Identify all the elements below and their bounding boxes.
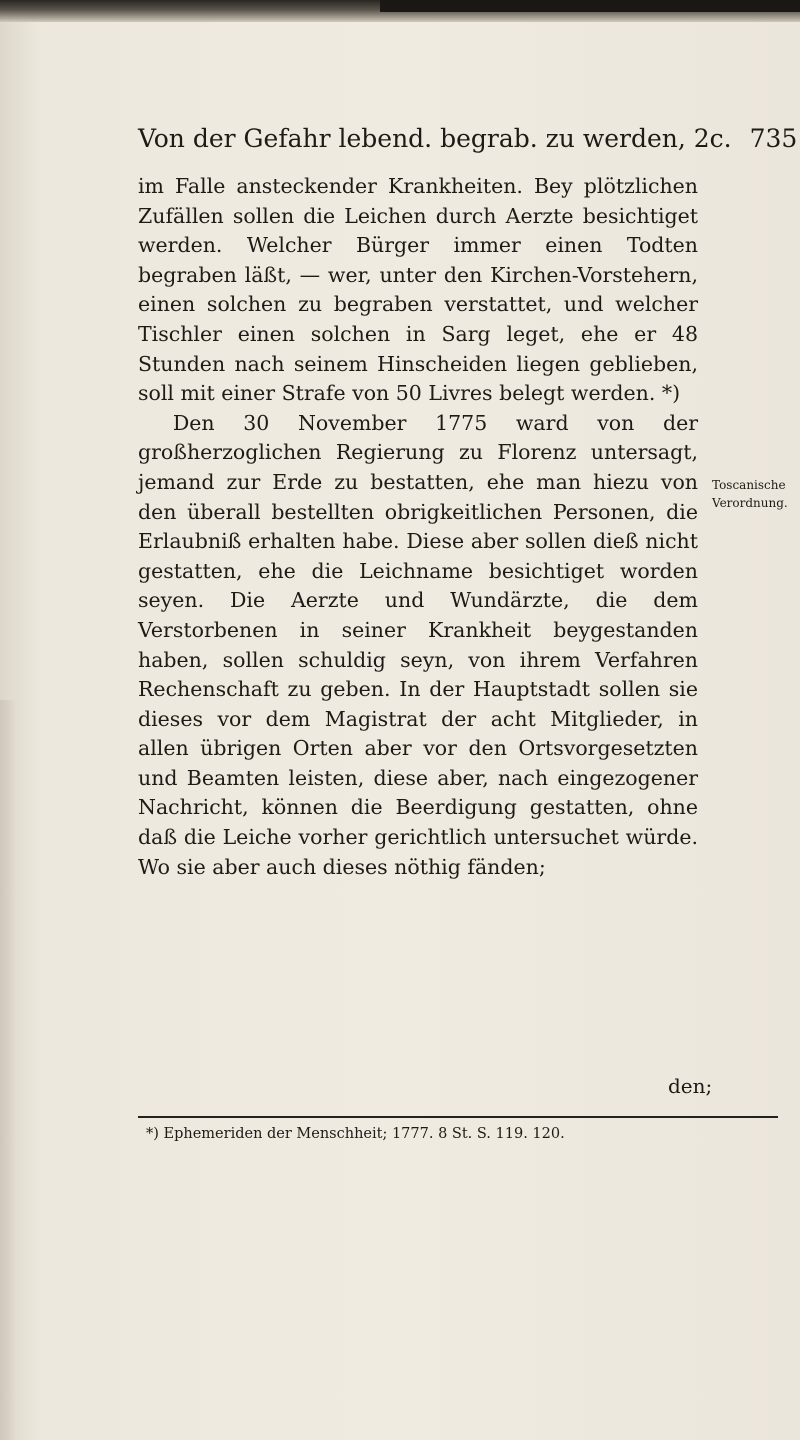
footnote: *) Ephemeriden der Menschheit; 1777. 8 St. S. 119. 120.	[146, 1126, 565, 1142]
paragraph-1: im Falle ansteckender Krankheiten. Bey plötzlichen Zufällen sollen die Leichen durch Aerzte besichtiget werden. Welcher Bürger immer einen Todten begraben läßt, — wer, unter den Kirchen-Vorstehern, einen solchen zu begraben verstattet, und welcher Tischler einen solchen in Sarg leget, ehe er 48 Stunden nach seinem Hinscheiden liegen geblieben, soll mit einer Strafe von 50 Livres belegt werden. *)	[138, 174, 698, 406]
margin-note-line-2: Verordnung.	[712, 496, 788, 510]
catchword: den;	[668, 1074, 713, 1098]
page-number: 735	[749, 124, 798, 153]
page-top-shadow	[380, 0, 800, 12]
footnote-rule	[138, 1116, 778, 1118]
gutter-shadow	[0, 700, 16, 1440]
body-text	[138, 172, 698, 882]
paragraph-2: Den 30 November 1775 ward von der großherzoglichen Regierung zu Florenz untersagt, jemand zur Erde zu bestatten, ehe man hiezu von den überall bestellten obrigkeitlichen Personen, die Erlaubniß erhalten habe. Diese aber sollen dieß nicht gestatten, ehe die Leichname besichtiget worden seyen. Die Aerzte und Wundärzte, die dem Verstorbenen in seiner Krankheit beygestanden haben, sollen schuldig seyn, von ihrem Verfahren Rechenschaft zu geben. In der Hauptstadt sollen sie dieses vor dem Magistrat der acht Mitglieder, in allen übrigen Orten aber vor den Ortsvorgesetzten und Beamten leisten, diese aber, nach eingezogener Nachricht, können die Beerdigung gestatten, ohne daß die Leiche vorher gerichtlich untersuchet würde. Wo sie aber auch dieses nöthig fänden;	[138, 410, 698, 879]
margin-note-line-1: Toscanische	[712, 478, 786, 492]
running-title: Von der Gefahr lebend. begrab. zu werden, 2c.	[138, 124, 732, 153]
running-header	[138, 124, 798, 153]
margin-note	[712, 476, 800, 512]
